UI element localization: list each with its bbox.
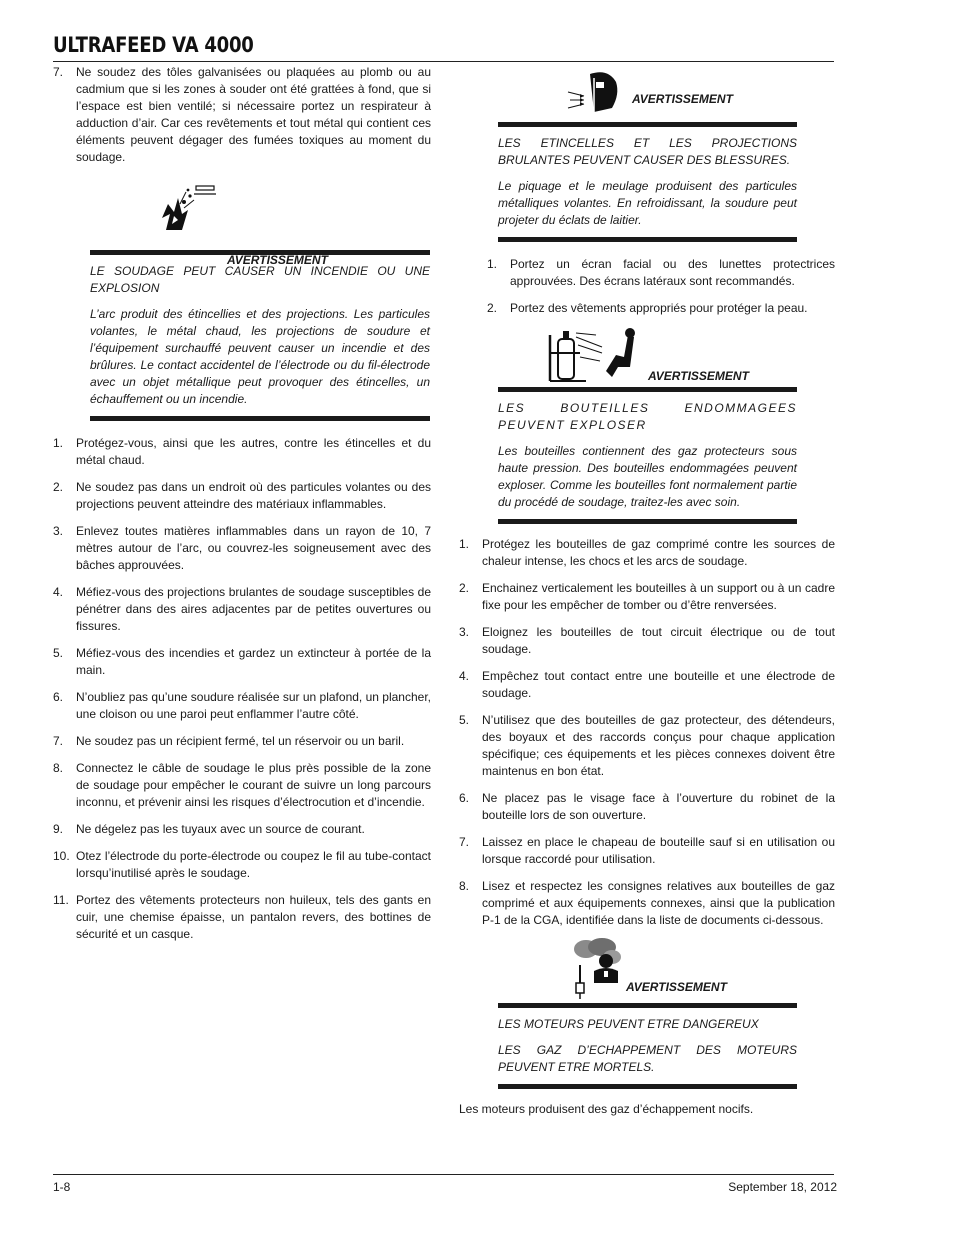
list-item-text: Méfiez-vous des projections brulantes de soudage susceptibles de pénétrer dans des aires adjacentes par de petites ouvertures ou fissures. (76, 585, 431, 633)
list-item-text: Ne dégelez pas les tuyaux avec un source de courant. (76, 822, 365, 836)
list-item-text: Enlevez toutes matières inflammables dans un rayon de 10, 7 mètres autour de l’arc, ou couvrez-les soigneusement avec des bâches approuvées. (76, 524, 431, 572)
list-item-text: Laissez en place le chapeau de bouteille sauf si en utilisation ou lorsque raccordé pour utilisation. (482, 835, 835, 866)
list-item-text: Enchainez verticalement les bouteilles à un support ou à un cadre fixe pour les empêcher de tomber ou d’être renversées. (482, 581, 835, 612)
warning-rule-bottom (90, 416, 430, 421)
list-item-number: 7. (459, 835, 470, 849)
engine-fumes-icon (568, 937, 624, 1004)
list-item-number: 10. (53, 849, 70, 863)
list-item (53, 584, 431, 635)
list-item-text: Ne soudez pas dans un endroit où des particules volantes ou des projections peuvent atteindre des matériaux inflammables. (76, 480, 431, 511)
warning-heading: LES MOTEURS PEUVENT ETRE DANGEREUX (498, 1017, 759, 1031)
right-column (459, 64, 835, 1118)
list-item-number: 11. (53, 893, 69, 907)
list-item (459, 624, 835, 658)
list-item-number: 1. (53, 436, 64, 450)
warning-heading: LES ETINCELLES ET LES PROJECTIONS BRULANTES PEUVENT CAUSER DES BLESSURES. (498, 136, 797, 167)
list-item: 7. Ne soudez des tôles galvanisées ou plaquées au plomb ou au cadmium que si les zones à souder ont été grattées à fond, que si l’espace est bien ventilé; si nécessaire portez un respirateur à adduction d’air. Car ces revêtements et tout métal qui contient ces éléments peuvent dégager des fumées toxiques au moment du soudage. (53, 65, 431, 164)
warning-heading: LES BOUTEILLES ENDOMMAGEES PEUVENT EXPLOSER (498, 401, 797, 432)
page-number: 1-8 (53, 1180, 71, 1194)
warning-rule-bottom (498, 519, 797, 524)
list-item (53, 733, 431, 750)
list-item (53, 821, 431, 838)
list-item-text: Lisez et respectez les consignes relatives aux bouteilles de gaz comprimé et aux équipements connexes, ainsi que la publication P-1 de la CGA, identifiée dans la liste de documents ci-dessous. (482, 879, 835, 927)
list-item-number: 4. (53, 585, 64, 599)
list-item-number: 8. (53, 761, 64, 775)
list-item-number: 9. (53, 822, 64, 836)
warning-block-cylinder (498, 323, 797, 524)
list-item (459, 790, 835, 824)
warning-label: AVERTISSEMENT (632, 92, 733, 106)
list-item-number: 1. (459, 537, 470, 551)
list-item-number: 5. (459, 713, 470, 727)
warning-heading: LE SOUDAGE PEUT CAUSER UN INCENDIE OU UNE EXPLOSION (90, 264, 430, 295)
fire-explosion-icon (158, 184, 220, 237)
list-item (459, 580, 835, 614)
closing-text: Les moteurs produisent des gaz d’échappement nocifs. (459, 1102, 754, 1116)
list-item (53, 645, 431, 679)
list-item-text: Ne placez pas le visage face à l’ouverture du robinet de la bouteille lors de son ouverture. (482, 791, 835, 822)
list-item-number: 6. (53, 690, 64, 704)
welding-helmet-icon (564, 68, 624, 125)
footer-rule (53, 1174, 834, 1175)
list-item (459, 834, 835, 868)
list-item-text: Portez des vêtements appropriés pour protéger la peau. (510, 301, 808, 315)
warning-block-engine (498, 935, 797, 1089)
list-item-number: 3. (53, 524, 64, 538)
list-item (53, 523, 431, 574)
page-date: September 18, 2012 (728, 1180, 837, 1194)
list-item (53, 479, 431, 513)
list-item-number: 2. (487, 301, 498, 315)
list-item-text: Portez un écran facial ou des lunettes protectrices approuvées. Des écrans latéraux sont recommandés. (510, 257, 835, 288)
list-item (53, 848, 431, 882)
warning-rule-bottom (498, 1084, 797, 1089)
list-item-text: N’oubliez pas qu’une soudure réalisée sur un plafond, un plancher, une cloison ou une paroi peut enflammer l’autre côté. (76, 690, 431, 721)
warning-label: AVERTISSEMENT (626, 980, 727, 994)
list-item-number: 3. (459, 625, 470, 639)
list-item-text: Empêchez tout contact entre une bouteille et une électrode de soudage. (482, 669, 835, 700)
list-item-number: 1. (487, 257, 498, 271)
right-item-list-2 (459, 536, 835, 929)
list-item-text: Eloignez les bouteilles de tout circuit électrique ou de tout soudage. (482, 625, 835, 656)
list-item-number: 6. (459, 791, 470, 805)
warning-rule-bottom (498, 237, 797, 242)
list-item (53, 892, 431, 943)
list-item-number: 8. (459, 879, 470, 893)
list-item-number: 5. (53, 646, 64, 660)
list-item-number: 2. (53, 480, 64, 494)
warning-label: AVERTISSEMENT (648, 369, 749, 383)
document-title: ULTRAFEED VA 4000 (53, 33, 254, 57)
left-item-list (53, 435, 431, 943)
warning-text: Le piquage et le meulage produisent des particules métalliques volantes. En refroidissant, la soudure peut projeter du éclats de laitier. (498, 179, 797, 227)
list-item (459, 878, 835, 929)
list-item (53, 760, 431, 811)
left-column (53, 64, 431, 943)
list-item (487, 300, 835, 317)
list-item-text: Ne soudez pas un récipient fermé, tel un réservoir ou un baril. (76, 734, 405, 748)
warning-text: LES GAZ D’ECHAPPEMENT DES MOTEURS PEUVENT ETRE MORTELS. (498, 1043, 797, 1074)
list-item-number: 4. (459, 669, 470, 683)
warning-block-fire (90, 176, 430, 421)
list-item (487, 256, 835, 290)
list-item (459, 712, 835, 780)
warning-block-sparks (498, 64, 797, 242)
list-item-text: Méfiez-vous des incendies et gardez un extincteur à portée de la main. (76, 646, 431, 677)
list-item-text: Connectez le câble de soudage le plus près possible de la zone de soudage pour empêcher le courant de suivre un long parcours inconnu, et prévenir ainsi les risques d’électrocution et d’incendie. (76, 761, 431, 809)
list-item (459, 536, 835, 570)
list-item-number: 2. (459, 581, 470, 595)
warning-text: Les bouteilles contiennent des gaz protecteurs sous haute pression. Des bouteilles endommagées peuvent exploser. Comme les bouteilles font normalement partie du procédé de soudage, traitez-les avec soin. (498, 444, 797, 509)
warning-text: L’arc produit des étincellies et des projections. Les particules volantes, le métal chaud, les projections de soudure et l’équipement surchauffé peuvent causer un incendie et des brûlures. Le contact accidentel de l’électrode ou du fil-électrode avec un objet métallique peut provoquer des étincelles, un échauffement ou un incendie. (90, 307, 430, 406)
list-item-text: Portez des vêtements protecteurs non huileux, tels des gants en cuir, une chemise épaisse, un pantalon revers, des bottines de sécurité et un casque. (76, 893, 431, 941)
list-item-text: Protégez-vous, ainsi que les autres, contre les étincelles et du métal chaud. (76, 436, 431, 467)
warning-label: AVERTISSEMENT (227, 253, 328, 267)
list-item-text: N’utilisez que des bouteilles de gaz protecteur, des détendeurs, des boyaux et des raccords conçus pour chaque application spécifique; ces équipements et les pièces connexes doivent être maintenus en bon état. (482, 713, 835, 778)
list-item (53, 435, 431, 469)
list-item (53, 689, 431, 723)
gas-cylinder-icon (546, 327, 638, 388)
list-item-text: Protégez les bouteilles de gaz comprimé contre les sources de chaleur intense, les chocs et les arcs de soudage. (482, 537, 835, 568)
right-item-list-1 (459, 256, 835, 317)
header-rule (53, 61, 834, 62)
list-item (459, 668, 835, 702)
list-item-text: Otez l’électrode du porte-électrode ou coupez le fil au tube-contact lorsqu’inutilisé après le soudage. (76, 849, 431, 880)
list-item-number: 7. (53, 734, 64, 748)
